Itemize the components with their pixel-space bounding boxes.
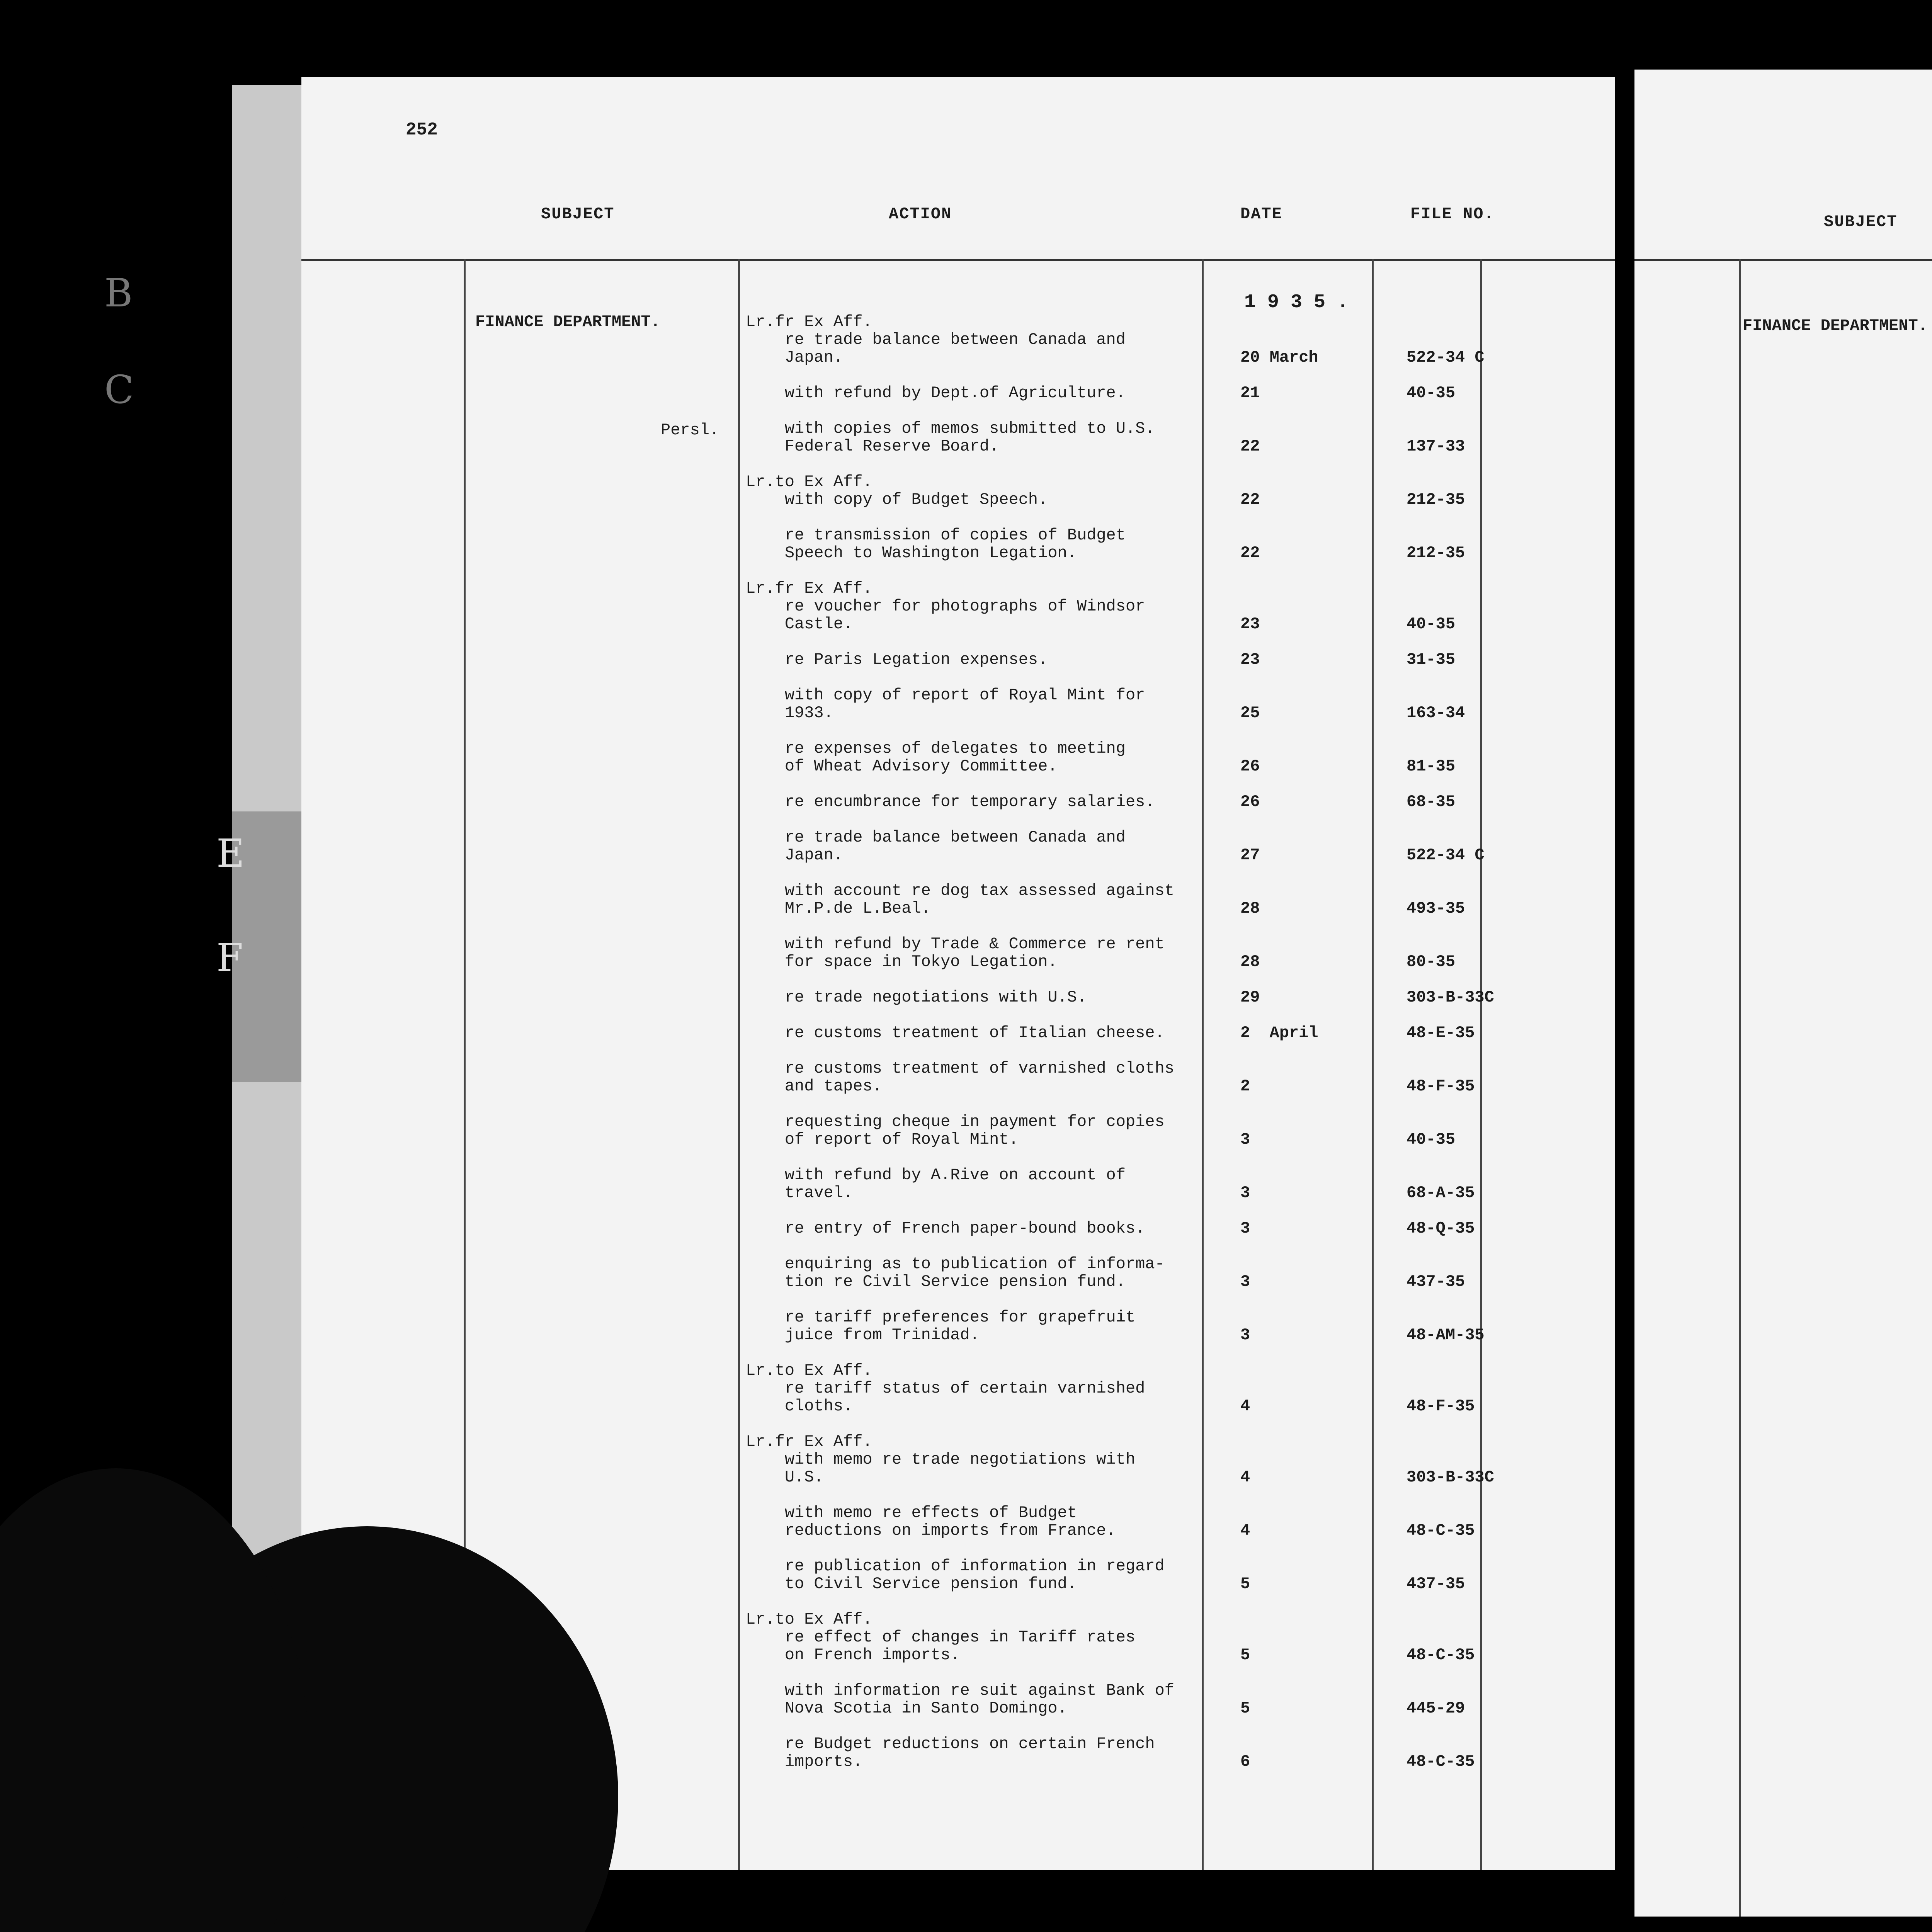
header-subject: SUBJECT <box>541 205 615 223</box>
entry-date: 5 <box>1240 1575 1250 1593</box>
entry-date: 28 <box>1240 952 1260 971</box>
entry-file-no: 80-35 <box>1406 952 1456 971</box>
header-file-no: FILE NO. <box>1410 205 1495 223</box>
edge-letter-b: B <box>104 270 133 316</box>
entry-action: Lr.to Ex Aff. with copy of Budget Speech. <box>746 473 1048 509</box>
entry-action: re trade balance between Canada and Japan. <box>784 828 1126 864</box>
right-ledger-page <box>1634 70 1932 1917</box>
entry-action: re encumbrance for temporary salaries. <box>746 793 1155 811</box>
entry-file-no: 48-Q-35 <box>1406 1219 1475 1238</box>
header-rule <box>1634 259 1932 261</box>
entry-file-no: 48-F-35 <box>1406 1077 1475 1095</box>
header-rule <box>301 259 1615 261</box>
entry-date: 5 <box>1240 1699 1250 1718</box>
edge-letter-f: F <box>216 935 243 980</box>
entry-file-no: 48-C-35 <box>1406 1752 1475 1771</box>
entry-date: 25 <box>1240 704 1260 722</box>
entry-action: re transmission of copies of Budget Speech to Washington Legation. <box>784 526 1126 562</box>
entry-date: 29 <box>1240 988 1260 1007</box>
entry-action: with copies of memos submitted to U.S. Federal Reserve Board. <box>784 419 1155 456</box>
entry-date: 3 <box>1240 1184 1250 1202</box>
entry-action: re Budget reductions on certain French imports. <box>784 1735 1155 1771</box>
entry-action: with memo re effects of Budget reductions on imports from France. <box>784 1503 1116 1540</box>
entry-file-no: 40-35 <box>1406 1130 1456 1149</box>
column-rule <box>1739 259 1741 1917</box>
entry-date: 22 <box>1240 544 1260 562</box>
entry-action: with copy of report of Royal Mint for 1933. <box>784 686 1145 722</box>
entry-action: Lr.fr Ex Aff. re trade balance between Canada and Japan. <box>746 313 1126 367</box>
header-action: ACTION <box>889 205 952 223</box>
column-rule <box>1372 259 1374 1870</box>
personal-note: Persl. <box>661 421 719 439</box>
entry-action: re expenses of delegates to meeting of Wheat Advisory Committee. <box>784 739 1126 776</box>
entry-file-no: 522-34 C <box>1406 846 1485 864</box>
entry-file-no: 212-35 <box>1406 490 1465 509</box>
entry-action: re tariff preferences for grapefruit juice from Trinidad. <box>784 1308 1136 1344</box>
header-subject: SUBJECT <box>1824 213 1898 231</box>
edge-letter-c: C <box>104 367 134 412</box>
entry-file-no: 445-29 <box>1406 1699 1465 1718</box>
entry-date: 2 April <box>1240 1024 1318 1042</box>
entry-file-no: 163-34 <box>1406 704 1465 722</box>
entry-action: re trade negotiations with U.S. <box>746 988 1087 1007</box>
entry-action: requesting cheque in payment for copies of report of Royal Mint. <box>784 1112 1165 1149</box>
entry-file-no: 48-C-35 <box>1406 1521 1475 1540</box>
entry-action: Lr.to Ex Aff. re effect of changes in Tariff rates on French imports. <box>746 1610 1136 1664</box>
entry-file-no: 31-35 <box>1406 650 1456 669</box>
entry-date: 4 <box>1240 1397 1250 1415</box>
entry-date: 3 <box>1240 1219 1250 1238</box>
entry-file-no: 81-35 <box>1406 757 1456 776</box>
entry-file-no: 40-35 <box>1406 384 1456 402</box>
entry-date: 3 <box>1240 1130 1250 1149</box>
header-date: DATE <box>1240 205 1282 223</box>
entry-action: with refund by A.Rive on account of travel. <box>784 1166 1126 1202</box>
entry-date: 3 <box>1240 1272 1250 1291</box>
entry-action: Lr.to Ex Aff. re tariff status of certain varnished cloths. <box>746 1361 1145 1415</box>
entry-file-no: 303-B-33C <box>1406 1468 1494 1486</box>
entry-date: 27 <box>1240 846 1260 864</box>
entry-file-no: 68-35 <box>1406 793 1456 811</box>
entry-date: 4 <box>1240 1468 1250 1486</box>
entry-date: 28 <box>1240 899 1260 918</box>
entry-file-no: 48-E-35 <box>1406 1024 1475 1042</box>
entry-date: 6 <box>1240 1752 1250 1771</box>
entry-action: with refund by Trade & Commerce re rent for space in Tokyo Legation. <box>784 935 1165 971</box>
entry-date: 22 <box>1240 490 1260 509</box>
entry-file-no: 212-35 <box>1406 544 1465 562</box>
entry-action: re Paris Legation expenses. <box>746 650 1048 669</box>
entry-file-no: 40-35 <box>1406 615 1456 633</box>
edge-letter-e: E <box>216 831 245 876</box>
entry-date: 23 <box>1240 615 1260 633</box>
entry-action: with refund by Dept.of Agriculture. <box>746 384 1126 402</box>
year-label: 1 9 3 5 . <box>1244 291 1349 313</box>
entry-date: 4 <box>1240 1521 1250 1540</box>
entry-action: re customs treatment of Italian cheese. <box>746 1024 1165 1042</box>
entry-date: 21 <box>1240 384 1260 402</box>
page-number: 252 <box>406 120 438 140</box>
entry-action: Lr.fr Ex Aff. re voucher for photographs of Windsor Castle. <box>746 579 1145 633</box>
entry-date: 5 <box>1240 1646 1250 1664</box>
entry-date: 2 <box>1240 1077 1250 1095</box>
subject-label: FINANCE DEPARTMENT. <box>1743 316 1928 335</box>
column-rule <box>1480 259 1482 1870</box>
entry-file-no: 48-AM-35 <box>1406 1326 1485 1344</box>
entry-date: 26 <box>1240 793 1260 811</box>
entry-file-no: 303-B-33C <box>1406 988 1494 1007</box>
entry-date: 20 March <box>1240 348 1318 367</box>
entry-file-no: 48-F-35 <box>1406 1397 1475 1415</box>
entry-file-no: 137-33 <box>1406 437 1465 456</box>
entry-action: Lr.fr Ex Aff. with memo re trade negotiations with U.S. <box>746 1432 1136 1486</box>
entry-file-no: 48-C-35 <box>1406 1646 1475 1664</box>
column-rule <box>738 259 740 1870</box>
entry-date: 22 <box>1240 437 1260 456</box>
entry-date: 23 <box>1240 650 1260 669</box>
entry-date: 3 <box>1240 1326 1250 1344</box>
subject-label: FINANCE DEPARTMENT. <box>475 313 660 331</box>
entry-file-no: 437-35 <box>1406 1575 1465 1593</box>
entry-file-no: 493-35 <box>1406 899 1465 918</box>
entry-file-no: 437-35 <box>1406 1272 1465 1291</box>
entry-action: enquiring as to publication of informa- tion re Civil Service pension fund. <box>784 1255 1165 1291</box>
entry-action: re entry of French paper-bound books. <box>746 1219 1145 1238</box>
entry-file-no: 522-34 C <box>1406 348 1485 367</box>
entry-action: re customs treatment of varnished cloths and tapes. <box>784 1059 1174 1095</box>
entry-date: 26 <box>1240 757 1260 776</box>
entry-action: with information re suit against Bank of Nova Scotia in Santo Domingo. <box>784 1681 1174 1718</box>
column-rule <box>1202 259 1204 1870</box>
entry-action: re publication of information in regard to Civil Service pension fund. <box>784 1557 1165 1593</box>
entry-action: with account re dog tax assessed against Mr.P.de L.Beal. <box>784 881 1174 918</box>
entry-file-no: 68-A-35 <box>1406 1184 1475 1202</box>
